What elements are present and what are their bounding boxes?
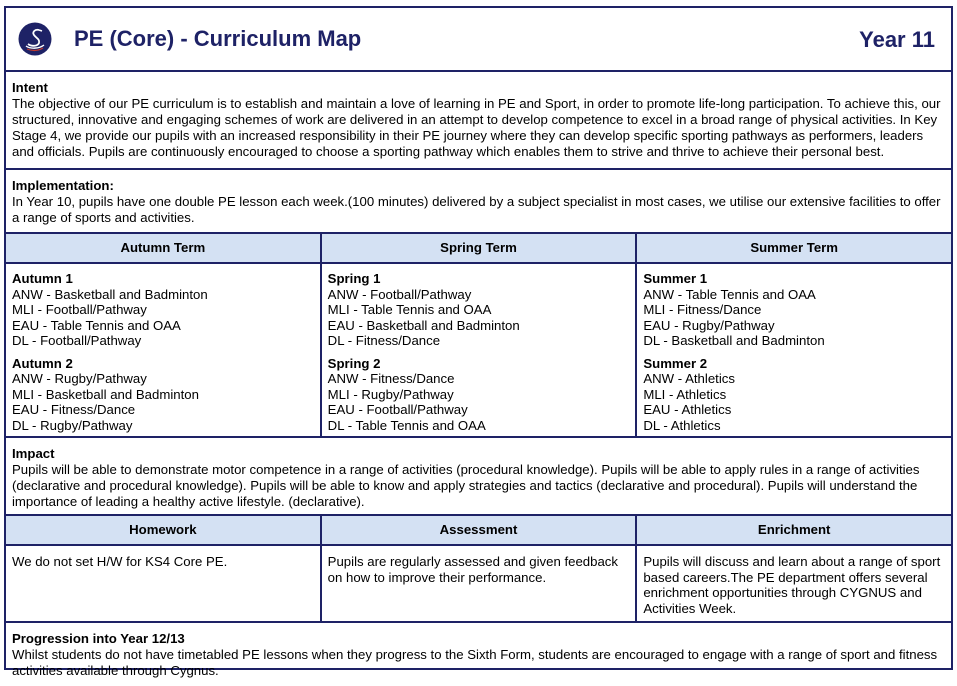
summer-2-block xyxy=(643,356,945,434)
homework-heading: Homework xyxy=(6,516,320,544)
activity-line: DL - Football/Pathway xyxy=(12,333,142,348)
implementation-text: In Year 10, pupils have one double PE lesson each week.(100 minutes) delivered by a subject specialist in most cases, we utilise our extensive facilities to offer a range of sports and activities. xyxy=(12,194,941,225)
activity-line: DL - Table Tennis and OAA xyxy=(327,417,486,433)
activity-line: ANW - Athletics xyxy=(643,371,735,386)
block-title: Autumn 1 xyxy=(12,271,73,286)
progression-text: Whilst students do not have timetabled PE lessons when they progress to the Sixth Form, students are encouraged to engage with a range of sport and fitness activities available through Cygnus. xyxy=(12,647,938,678)
block-title: Spring 2 xyxy=(327,355,381,371)
activity-line: ANW - Basketball and Badminton xyxy=(12,286,208,302)
impact-text: Pupils will be able to demonstrate motor competence in a range of activities (procedural knowledge). Pupils will be able to apply rules in a range of activities (declarative and procedural knowledge). Pupils will be able to know and apply strategies and tactics (declarative and procedural). Pupils will understand the importance of leading a healthy active lifestyle. (declarative). xyxy=(12,462,920,509)
spring-2-block xyxy=(328,356,630,434)
block-title: Autumn 2 xyxy=(12,355,73,371)
assessment-text: Pupils are regularly assessed and given feedback on how to improve their performance. xyxy=(320,546,636,621)
curriculum-map xyxy=(4,6,953,678)
summer-term-cell xyxy=(635,264,951,436)
year-label: Year 11 xyxy=(859,27,935,52)
block-title: Summer 1 xyxy=(643,271,708,286)
assessment-heading: Assessment xyxy=(320,516,636,544)
swan-logo-icon xyxy=(18,22,52,56)
page-title: PE (Core) - Curriculum Map xyxy=(74,26,362,51)
activity-line: EAU - Rugby/Pathway xyxy=(643,317,775,333)
impact-heading: Impact xyxy=(12,446,55,461)
activity-line: DL - Athletics xyxy=(643,417,721,433)
activity-line: DL - Rugby/Pathway xyxy=(12,417,133,433)
intent-section xyxy=(6,72,951,170)
activity-line: MLI - Table Tennis and OAA xyxy=(327,302,492,317)
intent-heading: Intent xyxy=(12,80,48,95)
autumn-2-block xyxy=(12,356,314,434)
block-title: Spring 1 xyxy=(327,271,381,286)
enrichment-heading: Enrichment xyxy=(635,516,951,544)
activity-line: EAU - Basketball and Badminton xyxy=(327,317,520,333)
intent-text: The objective of our PE curriculum is to establish and maintain a love of learning in PE and Sport, in order to promote life-long participation. To achieve this, our structured, innovative and engaging schemes of work are delivered in an attempt to develop competence to excel in a broad range of physical activities. In Key Stage 4, we provide our pupils with an increased responsibility in their PE journey where they can develop specific sporting pathways as performers, leaders and officials. Pupils are continuously encouraged to choose a sporting pathway which enables them to strive and thrive to achieve their personal best. xyxy=(12,96,941,159)
term-heading-spring: Spring Term xyxy=(320,234,636,262)
impact-section xyxy=(6,438,951,516)
spring-1-block xyxy=(328,271,630,349)
terms-header-row xyxy=(6,234,951,264)
activity-line: ANW - Table Tennis and OAA xyxy=(643,286,816,302)
activity-line: EAU - Football/Pathway xyxy=(327,402,468,417)
activity-line: MLI - Rugby/Pathway xyxy=(327,386,454,402)
enrichment-text: Pupils will discuss and learn about a range of sport based careers.The PE department offers several enrichment opportunities through CYGNUS and Activities Week. xyxy=(635,546,951,621)
header xyxy=(6,8,951,72)
activity-line: DL - Basketball and Badminton xyxy=(643,333,825,348)
activity-line: EAU - Table Tennis and OAA xyxy=(12,317,181,333)
homework-text: We do not set H/W for KS4 Core PE. xyxy=(12,554,228,569)
activity-line: ANW - Football/Pathway xyxy=(327,286,472,302)
activity-line: MLI - Football/Pathway xyxy=(12,302,147,317)
activity-line: DL - Fitness/Dance xyxy=(327,333,441,348)
implementation-section xyxy=(6,170,951,234)
activity-line: MLI - Fitness/Dance xyxy=(643,302,762,317)
activity-line: EAU - Fitness/Dance xyxy=(12,402,136,417)
info-header-row xyxy=(6,516,951,546)
activity-line: ANW - Rugby/Pathway xyxy=(12,371,147,386)
spring-term-cell xyxy=(320,264,636,436)
progression-section xyxy=(6,623,951,683)
term-heading-summer: Summer Term xyxy=(635,234,951,262)
autumn-term-cell xyxy=(6,264,320,436)
activity-line: MLI - Basketball and Badminton xyxy=(12,386,199,402)
activity-line: EAU - Athletics xyxy=(643,402,732,417)
info-content-row xyxy=(6,546,951,623)
summer-1-block xyxy=(643,271,945,349)
progression-heading: Progression into Year 12/13 xyxy=(12,631,185,646)
activity-line: MLI - Athletics xyxy=(643,386,727,402)
terms-content-row xyxy=(6,264,951,438)
block-title: Summer 2 xyxy=(643,355,708,371)
implementation-heading: Implementation: xyxy=(12,178,114,193)
term-heading-autumn: Autumn Term xyxy=(6,234,320,262)
activity-line: ANW - Fitness/Dance xyxy=(327,371,455,386)
autumn-1-block xyxy=(12,271,314,349)
